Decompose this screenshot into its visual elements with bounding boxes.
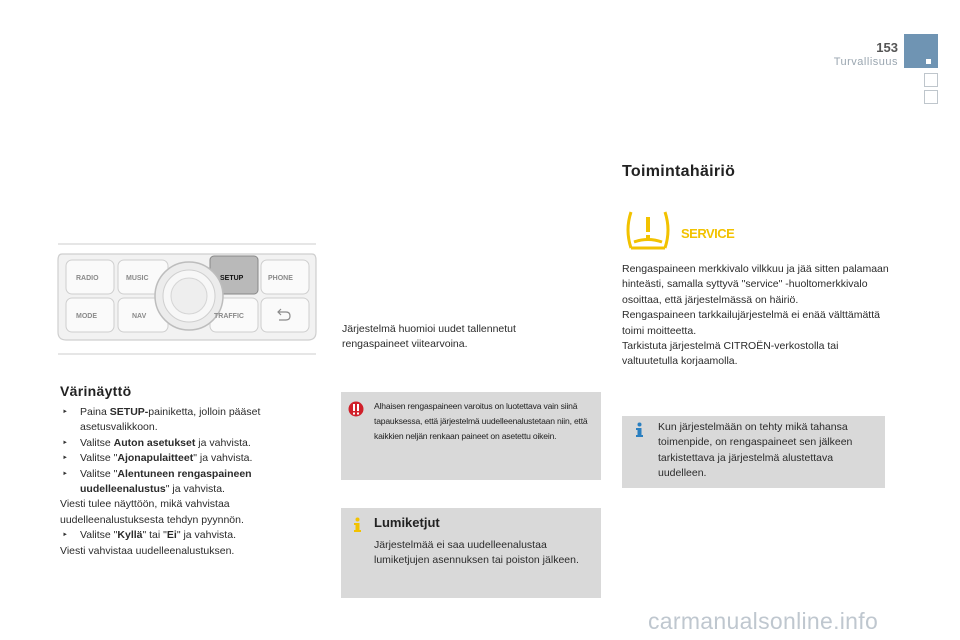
column-2-text: Järjestelmä huomioi uudet tallennetut rengaspaineet viitearvoina. bbox=[342, 323, 516, 351]
panel-button-nav: NAV bbox=[132, 313, 147, 320]
step-5: ‣ Valitse "Kyllä" tai "Ei" ja vahvista. bbox=[60, 528, 308, 543]
column-1-text bbox=[60, 405, 308, 559]
warning-lamps-illustration bbox=[625, 208, 735, 252]
heading-varinaytto: Värinäyttö bbox=[60, 383, 132, 399]
panel-button-music: MUSIC bbox=[126, 275, 149, 282]
paragraph-confirm-request: Viesti tulee näyttöön, mikä vahvistaa uudelleenalustuksesta tehdyn pyynnön. bbox=[60, 498, 244, 526]
info-icon bbox=[632, 422, 646, 438]
paragraph-check-network: Tarkistuta järjestelmä CITROËN-verkostolla tai valtuutetulla korjaamolla. bbox=[622, 340, 839, 368]
warning-icon bbox=[348, 401, 364, 417]
step-1: ‣ Paina SETUP-painiketta, jolloin pääset asetusvalikkoon. bbox=[60, 405, 308, 436]
panel-button-radio: RADIO bbox=[76, 275, 99, 282]
section-tab[interactable] bbox=[924, 73, 938, 87]
watermark: carmanualsonline.info bbox=[648, 608, 879, 634]
snow-chains-text: Järjestelmää ei saa uudelleenalustaa lumiketjujen asennuksen tai poiston jälkeen. bbox=[374, 539, 579, 567]
setup-panel-illustration bbox=[56, 240, 318, 362]
paragraph-system-unreliable: Rengaspaineen tarkkailujärjestelmä ei enää välttämättä toimi moitteetta. bbox=[622, 309, 880, 337]
step-2: ‣ Valitse Auton asetukset ja vahvista. bbox=[60, 436, 308, 451]
step-3: ‣ Valitse "Ajonapulaitteet" ja vahvista. bbox=[60, 451, 308, 466]
tyre-pressure-warning-icon bbox=[628, 212, 668, 248]
section-tab[interactable] bbox=[924, 90, 938, 104]
info-text: Kun järjestelmään on tehty mikä tahansa toimenpide, on rengaspaineet sen jälkeen tarkistettava ja järjestelmä alustettava uudelleen. bbox=[658, 421, 853, 480]
panel-button-phone: PHONE bbox=[268, 275, 293, 282]
tab-marker-icon bbox=[926, 59, 931, 64]
panel-button-setup: SETUP bbox=[220, 275, 244, 282]
heading-toimintahairio: Toimintahäiriö bbox=[622, 163, 736, 180]
service-lamp-label: SERVICE bbox=[681, 226, 735, 241]
page-number: 153 bbox=[876, 40, 898, 55]
section-title: Turvallisuus bbox=[833, 56, 898, 68]
info-icon bbox=[350, 517, 364, 533]
step-4: ‣ Valitse "Alentuneen rengaspaineen uudelleenalustus" ja vahvista. bbox=[60, 467, 308, 498]
warning-text: Alhaisen rengaspaineen varoitus on luotettava vain siinä tapauksessa, että järjestelmä uudelleenalustetaan niin, että kaikkien neljän renkaan paineet on asetettu oikein. bbox=[374, 401, 588, 441]
panel-button-traffic: TRAFFIC bbox=[214, 313, 244, 320]
panel-button-mode: MODE bbox=[76, 313, 97, 320]
paragraph-confirmed: Viesti vahvistaa uudelleenalustuksen. bbox=[60, 544, 235, 557]
column-3-text bbox=[622, 262, 892, 370]
heading-lumiketjut: Lumiketjut bbox=[374, 515, 440, 530]
paragraph-fault-indication: Rengaspaineen merkkivalo vilkkuu ja jää sitten palamaan hinteästi, samalla syttyvä "service" -huoltomerkkivalo osoittaa, että järjestelmässä on häiriö. bbox=[622, 263, 889, 306]
section-tab-active[interactable] bbox=[904, 34, 938, 68]
